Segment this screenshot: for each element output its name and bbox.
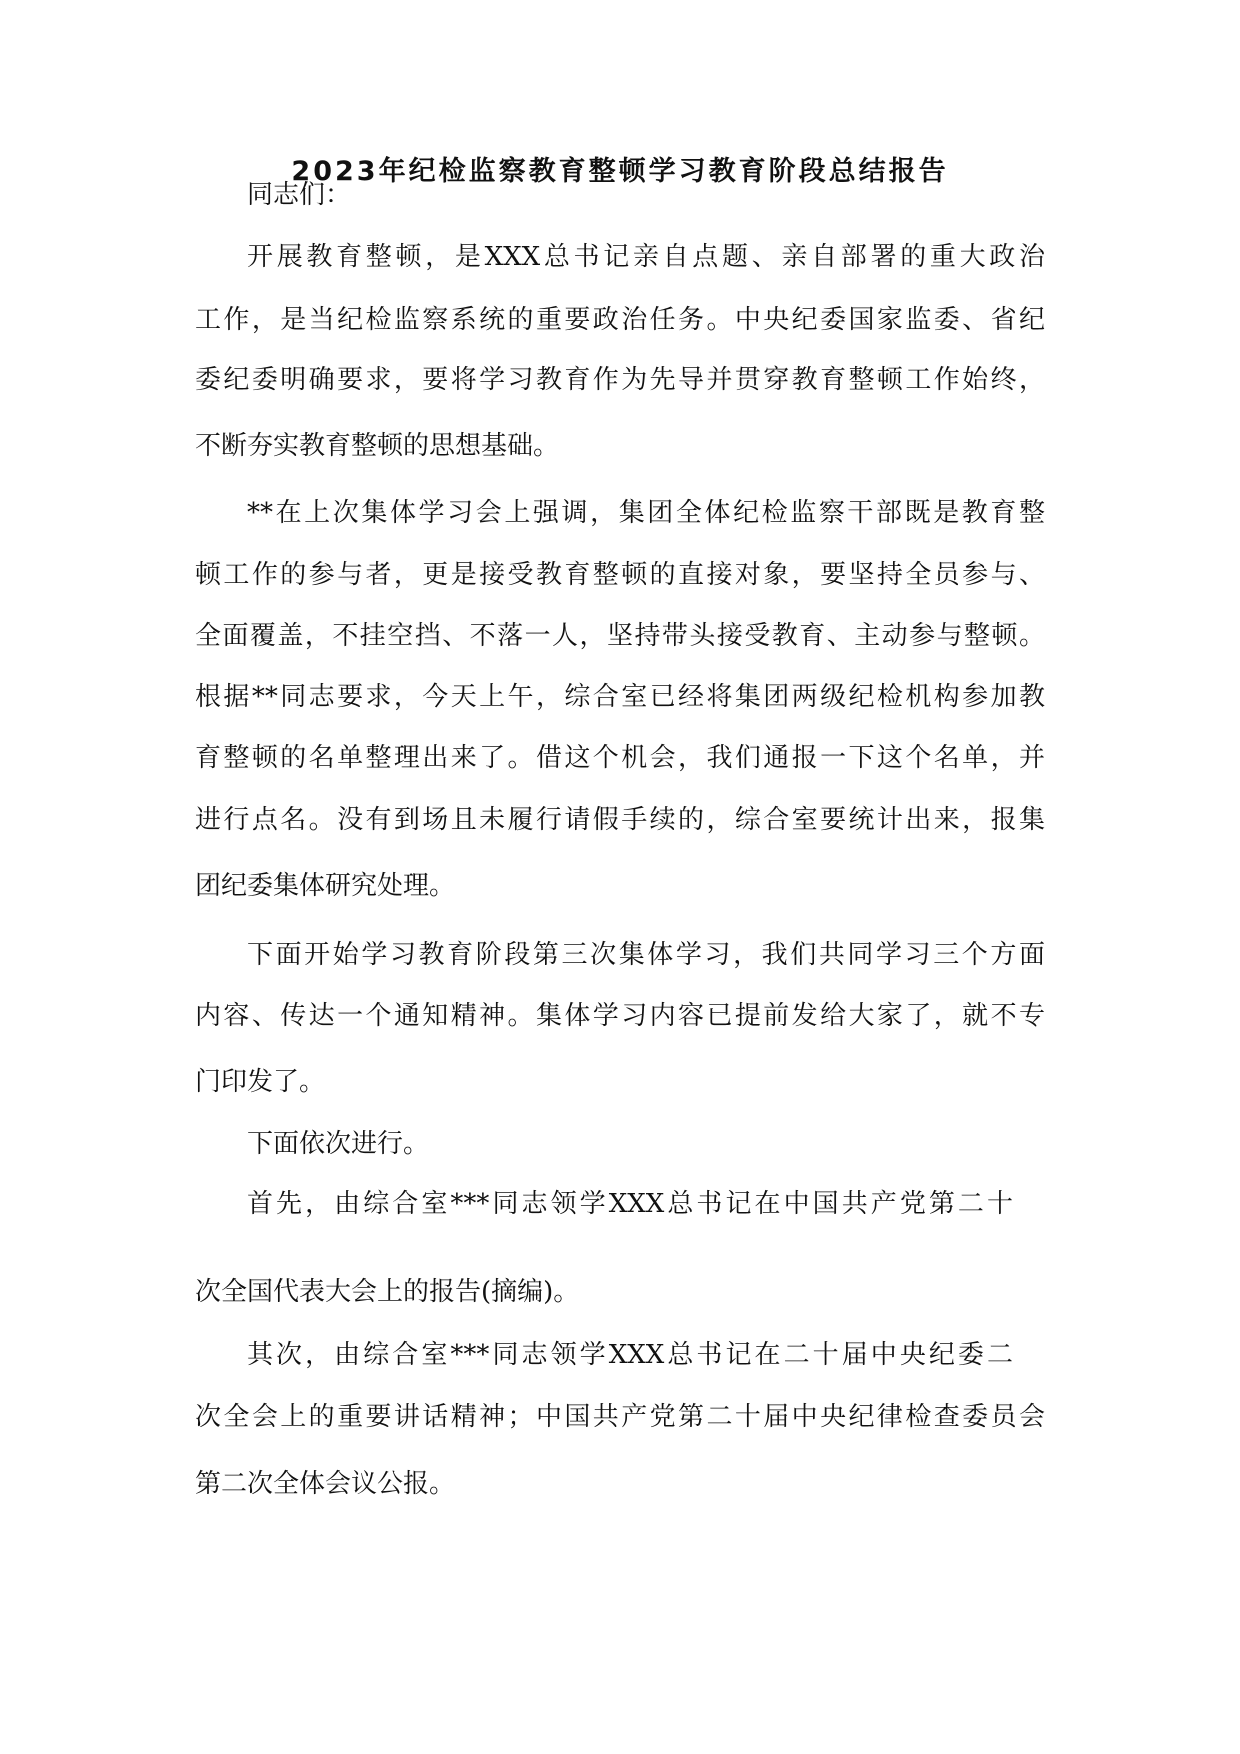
text-line: 内容、传达一个通知精神。集体学习内容已提前发给大家了，就不专 [195, 1001, 1045, 1031]
document-title: 2023年纪检监察教育整顿学习教育阶段总结报告 [291, 156, 949, 187]
text-line: 团纪委集体研究处理。 [195, 871, 456, 901]
text-line: 顿工作的参与者，更是接受教育整顿的直接对象，要坚持全员参与、 [195, 560, 1045, 590]
text-line: 次全会上的重要讲话精神；中国共产党第二十届中央纪律检查委员会 [195, 1402, 1045, 1432]
text-line: 工作，是当纪检监察系统的重要政治任务。中央纪委国家监委、省纪 [195, 305, 1045, 335]
text-line: **在上次集体学习会上强调，集团全体纪检监察干部既是教育整 [247, 498, 1045, 528]
text-line: 委纪委明确要求，要将学习教育作为先导并贯穿教育整顿工作始终， [195, 365, 1045, 395]
text-line: 同志们： [247, 180, 352, 210]
text-line: 开展教育整顿，是XXX总书记亲自点题、亲自部署的重大政治 [247, 242, 1045, 272]
text-line: 门印发了。 [195, 1067, 326, 1097]
text-line: 育整顿的名单整理出来了。借这个机会，我们通报一下这个名单，并 [195, 743, 1045, 773]
text-line: 下面开始学习教育阶段第三次集体学习，我们共同学习三个方面 [247, 940, 1045, 970]
text-line: 其次，由综合室***同志领学XXX总书记在二十届中央纪委二 [247, 1340, 1013, 1370]
text-line: 进行点名。没有到场且未履行请假手续的，综合室要统计出来，报集 [195, 805, 1045, 835]
text-line: 第二次全体会议公报。 [195, 1469, 456, 1499]
text-line: 根据**同志要求，今天上午，综合室已经将集团两级纪检机构参加教 [195, 682, 1045, 712]
text-line: 首先，由综合室***同志领学XXX总书记在中国共产党第二十 [247, 1189, 1013, 1219]
text-line: 全面覆盖，不挂空挡、不落一人，坚持带头接受教育、主动参与整顿。 [195, 621, 1045, 651]
text-line: 下面依次进行。 [247, 1129, 430, 1159]
text-line: 不断夯实教育整顿的思想基础。 [195, 431, 560, 461]
text-line: 次全国代表大会上的报告(摘编)。 [195, 1277, 580, 1307]
